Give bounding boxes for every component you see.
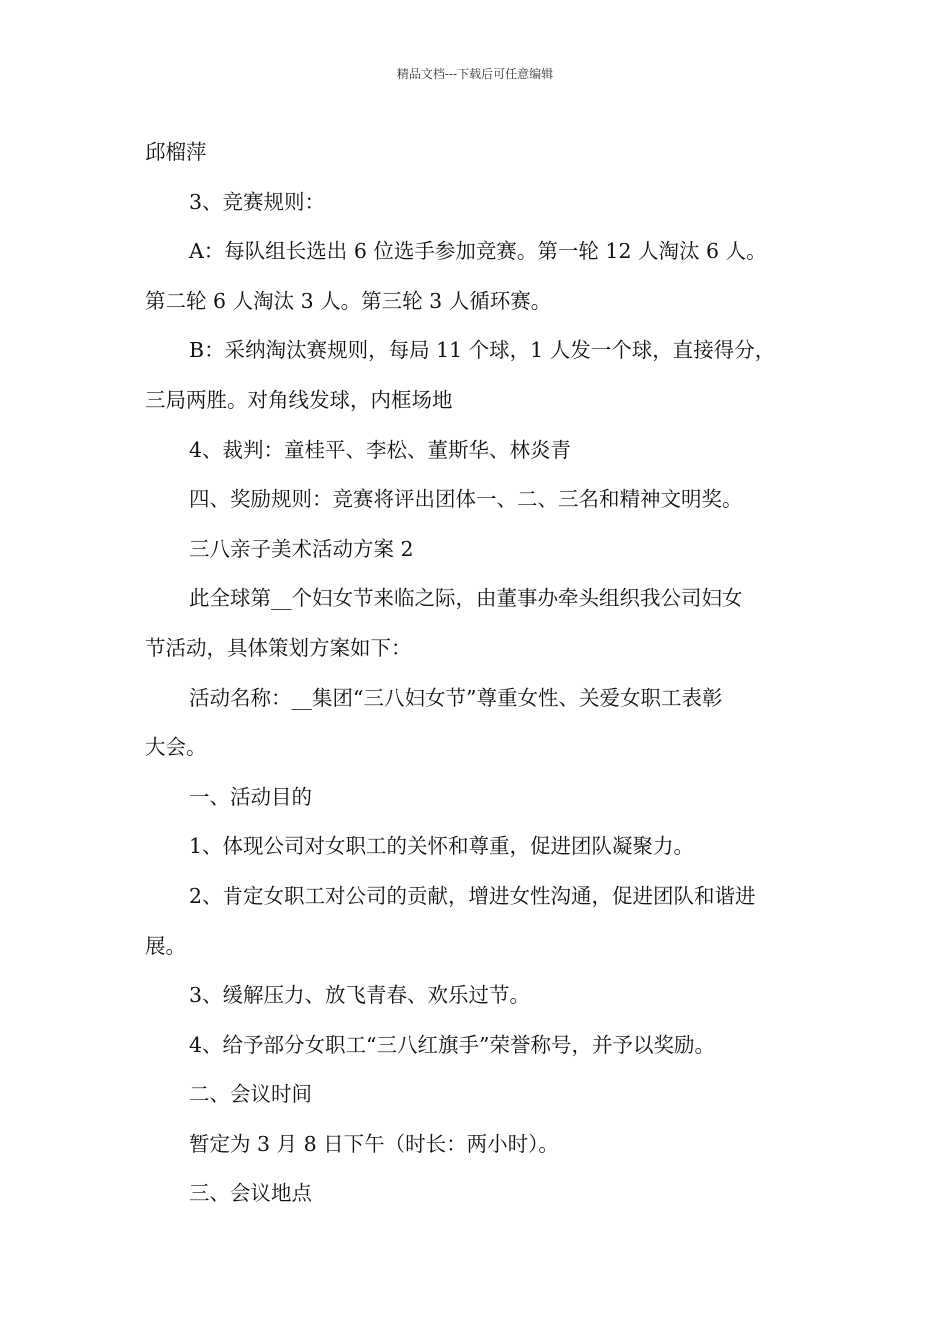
text-line-16: 2、肯定女职工对公司的贡献，增进女性沟通，促进团队和谐进 [189,883,756,908]
text-line-1: 邱榴萍 [145,140,207,164]
page-header: 精品文档---下载后可任意编辑 [396,67,554,81]
text-line-2: 3、竞赛规则： [189,189,326,214]
text-line-18: 3、缓解压力、放飞青春、欢乐过节。 [189,983,531,1008]
text-line-10: 此全球第__个妇女节来临之际，由董事办牵头组织我公司妇女 [189,586,743,611]
document-body [145,128,809,1219]
text-line-21: 暂定为 3 月 8 日下午（时长：两小时）。 [189,1131,559,1156]
text-line-11: 节活动，具体策划方案如下： [145,635,412,660]
text-line-13: 大会。 [145,735,207,760]
heading-meeting-time: 二、会议时间 [189,1082,312,1107]
heading-meeting-location: 三、会议地点 [189,1181,312,1206]
text-line-17: 展。 [145,933,186,958]
text-line-6: 三局两胜。对角线发球，内框场地 [145,387,453,412]
text-line-8: 四、奖励规则：竞赛将评出团体一、二、三名和精神文明奖。 [189,487,743,512]
text-line-12: 活动名称：__集团“三八妇女节”尊重女性、关爱女职工表彰 [189,685,723,710]
text-line-3: A：每队组长选出 6 位选手参加竞赛。第一轮 12 人淘汰 6 人。 [189,239,767,264]
section-title: 三八亲子美术活动方案 2 [189,536,414,561]
text-line-7: 4、裁判：童桂平、李松、董斯华、林炎青 [189,437,572,462]
heading-activity-purpose: 一、活动目的 [189,784,312,809]
text-line-15: 1、体现公司对女职工的关怀和尊重，促进团队凝聚力。 [189,834,695,859]
text-line-4: 第二轮 6 人淘汰 3 人。第三轮 3 人循环赛。 [145,288,552,313]
text-line-19: 4、给予部分女职工“三八红旗手”荣誉称号，并予以奖励。 [189,1032,716,1057]
text-line-5: B：采纳淘汰赛规则，每局 11 个球，1 人发一个球，直接得分， [189,338,776,363]
